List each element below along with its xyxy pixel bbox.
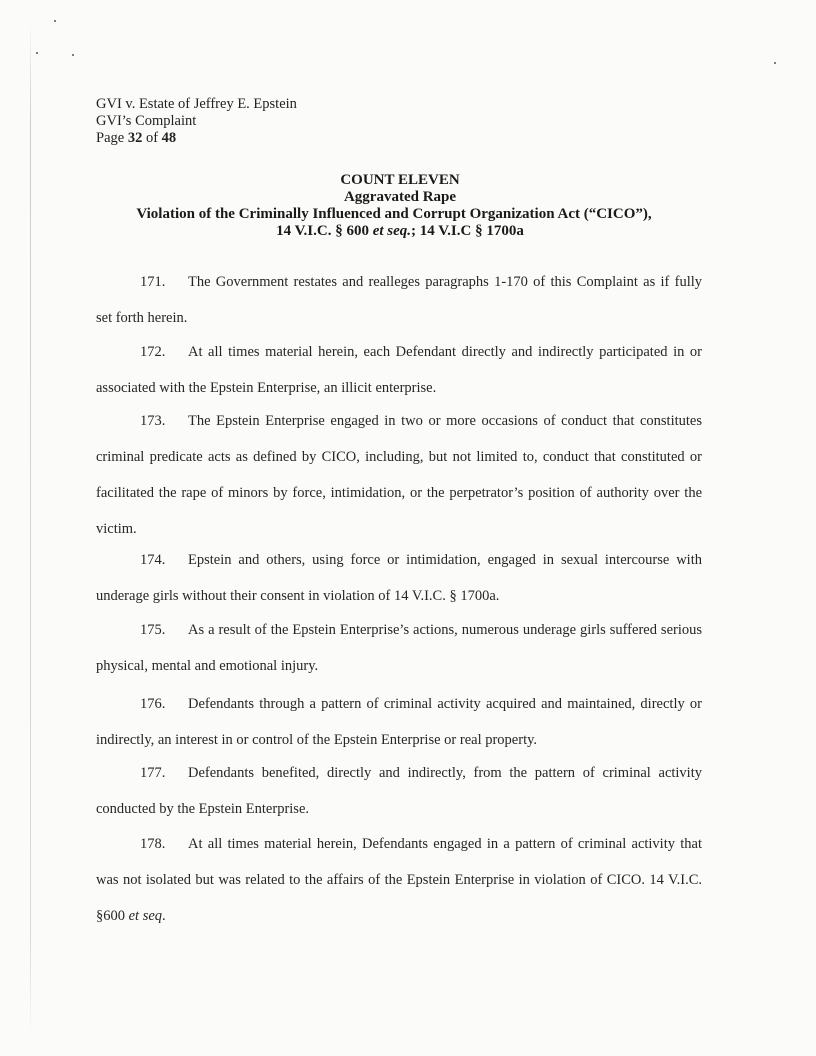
page-indicator: Page 32 of 48 — [96, 130, 177, 146]
paragraph-178: 178. At all times material herein, Defendants engaged in a pattern of criminal activity that was not isolated but was related to the affairs of the Epstein Enterprise in violation of CICO. 14 V.I.C. §600 et seq. — [96, 826, 702, 934]
paragraph-text: Defendants benefited, directly and indirectly, from the pattern of criminal activity conducted by the Epstein Enterprise. — [96, 765, 702, 817]
paragraph-175 — [96, 612, 702, 684]
case-caption — [96, 96, 297, 147]
paragraph-number: 178. — [140, 836, 166, 852]
scan-speck — [54, 20, 56, 22]
paragraph-number: 173. — [140, 413, 166, 429]
paragraph-text: The Epstein Enterprise engaged in two or more occasions of conduct that constitutes criminal predicate acts as defined by CICO, including, but not limited to, conduct that constituted or facilitated the rape of minors by force, intimidation, or the perpetrator’s position of authority over the victim. — [96, 413, 702, 537]
paragraph-171 — [96, 264, 702, 336]
paragraph-number: 171. — [140, 274, 166, 290]
paragraph-text: Epstein and others, using force or intimidation, engaged in sexual intercourse with underage girls without their consent in violation of 14 V.I.C. § 1700a. — [96, 552, 702, 604]
paragraph-text: At all times material herein, Defendants engaged in a pattern of criminal activity that was not isolated but was related to the affairs of the Epstein Enterprise in violation of CICO. 14 V.I.C. §600 — [96, 836, 702, 924]
paragraph-176 — [96, 686, 702, 758]
paragraph-number: 175. — [140, 622, 166, 638]
paragraph-number: 174. — [140, 552, 166, 568]
paragraph-173 — [96, 403, 702, 547]
paragraph-number: 176. — [140, 696, 166, 712]
paragraph-text: The Government restates and realleges paragraphs 1-170 of this Complaint as if fully set forth herein. — [96, 274, 702, 326]
paragraph-number: 172. — [140, 344, 166, 360]
paragraph-174 — [96, 542, 702, 614]
document-name: GVI’s Complaint — [96, 113, 197, 129]
scan-speck — [36, 52, 38, 54]
case-name: GVI v. Estate of Jeffrey E. Epstein — [96, 96, 297, 112]
count-title: Aggravated Rape — [343, 189, 457, 205]
page-total: 48 — [161, 130, 177, 146]
scan-edge-line — [30, 20, 31, 1040]
paragraph-number: 177. — [140, 765, 166, 781]
paragraph-177 — [96, 755, 702, 827]
statute-line: Violation of the Criminally Influenced and Corrupt Organization Act (“CICO”), — [136, 206, 652, 222]
paragraph-italic: et seq — [128, 908, 163, 924]
count-heading: COUNT ELEVEN — [340, 172, 460, 188]
paragraph-172 — [96, 334, 702, 406]
paragraph-text: At all times material herein, each Defendant directly and indirectly participated in or associated with the Epstein Enterprise, an illicit enterprise. — [96, 344, 702, 396]
scan-speck — [774, 62, 776, 64]
scan-speck — [72, 54, 74, 56]
paragraph-text: As a result of the Epstein Enterprise’s actions, numerous underage girls suffered serious physical, mental and emotional injury. — [96, 622, 702, 674]
page-number: 32 — [127, 130, 143, 146]
statute-citation: 14 V.I.C. § 600 et seq.; 14 V.I.C § 1700a — [276, 223, 524, 239]
paragraph-text: Defendants through a pattern of criminal activity acquired and maintained, directly or indirectly, an interest in or control of the Epstein Enterprise or real property. — [96, 696, 702, 748]
